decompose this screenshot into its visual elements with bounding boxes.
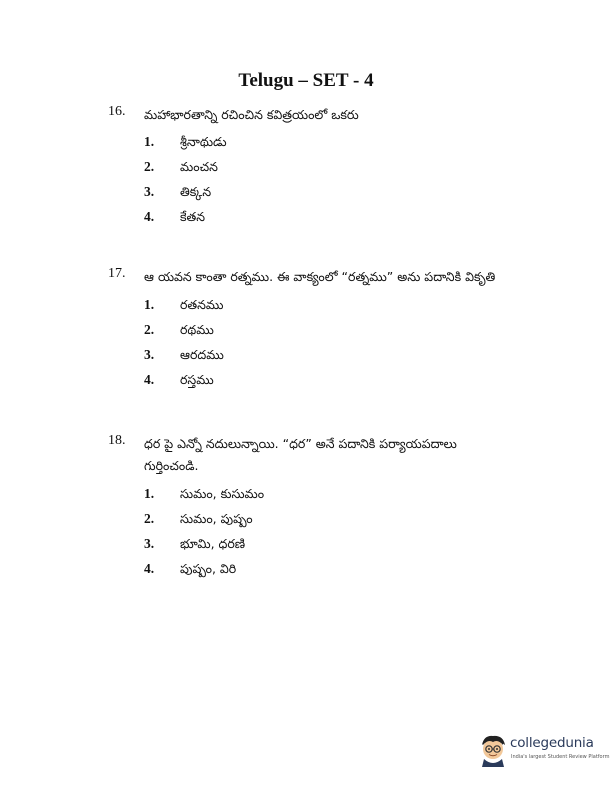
question-text-line-2: గుర్తించండి. [144, 458, 199, 473]
brand-tagline: India's largest Student Review Platform [511, 754, 610, 760]
option-text: భూమి, ధరణి [180, 536, 246, 551]
option-number: 2. [144, 159, 155, 174]
option-text: పుష్పం, విరి [180, 561, 237, 576]
option-text: శ్రీనాథుడు [180, 134, 227, 149]
option-number: 4. [144, 561, 155, 576]
option-text: రతనము [180, 297, 224, 312]
option-number: 2. [144, 322, 155, 337]
option-text: కేతన [180, 209, 206, 224]
option-number: 3. [144, 347, 155, 362]
option-text: రథము [180, 322, 214, 337]
question-number: 17. [108, 266, 126, 281]
option-text: సుమం, కుసుమం [180, 486, 265, 501]
option-number: 1. [144, 134, 155, 149]
question-text: మహాభారతాన్ని రచించిన కవిత్రయంలో ఒకరు [144, 107, 359, 122]
question-number: 16. [108, 104, 126, 119]
mascot-icon [478, 733, 508, 767]
option-number: 4. [144, 209, 155, 224]
option-number: 1. [144, 486, 155, 501]
question-number: 18. [108, 433, 126, 448]
collegedunia-logo [478, 733, 610, 769]
option-text: సుమం, పుష్పం [180, 511, 253, 526]
brand-name: collegedunia [510, 735, 594, 751]
option-number: 4. [144, 372, 155, 387]
option-number: 1. [144, 297, 155, 312]
option-number: 3. [144, 536, 155, 551]
option-text: ఆరదము [180, 347, 224, 362]
question-text: ఆ యవన కాంతా రత్నము. ఈ వాక్యంలో “రత్నము” అను పదానికి వికృతి [144, 269, 496, 284]
option-text: రస్తము [180, 372, 214, 387]
question-text: ధర పై ఎన్నో నదులున్నాయి. “ధర” అనే పదానికి పర్యాయపదాలు [144, 436, 457, 451]
option-number: 3. [144, 184, 155, 199]
option-number: 2. [144, 511, 155, 526]
option-text: తిక్కన [180, 184, 212, 199]
page-title: Telugu – SET - 4 [238, 70, 374, 91]
option-text: మంచన [180, 159, 218, 174]
